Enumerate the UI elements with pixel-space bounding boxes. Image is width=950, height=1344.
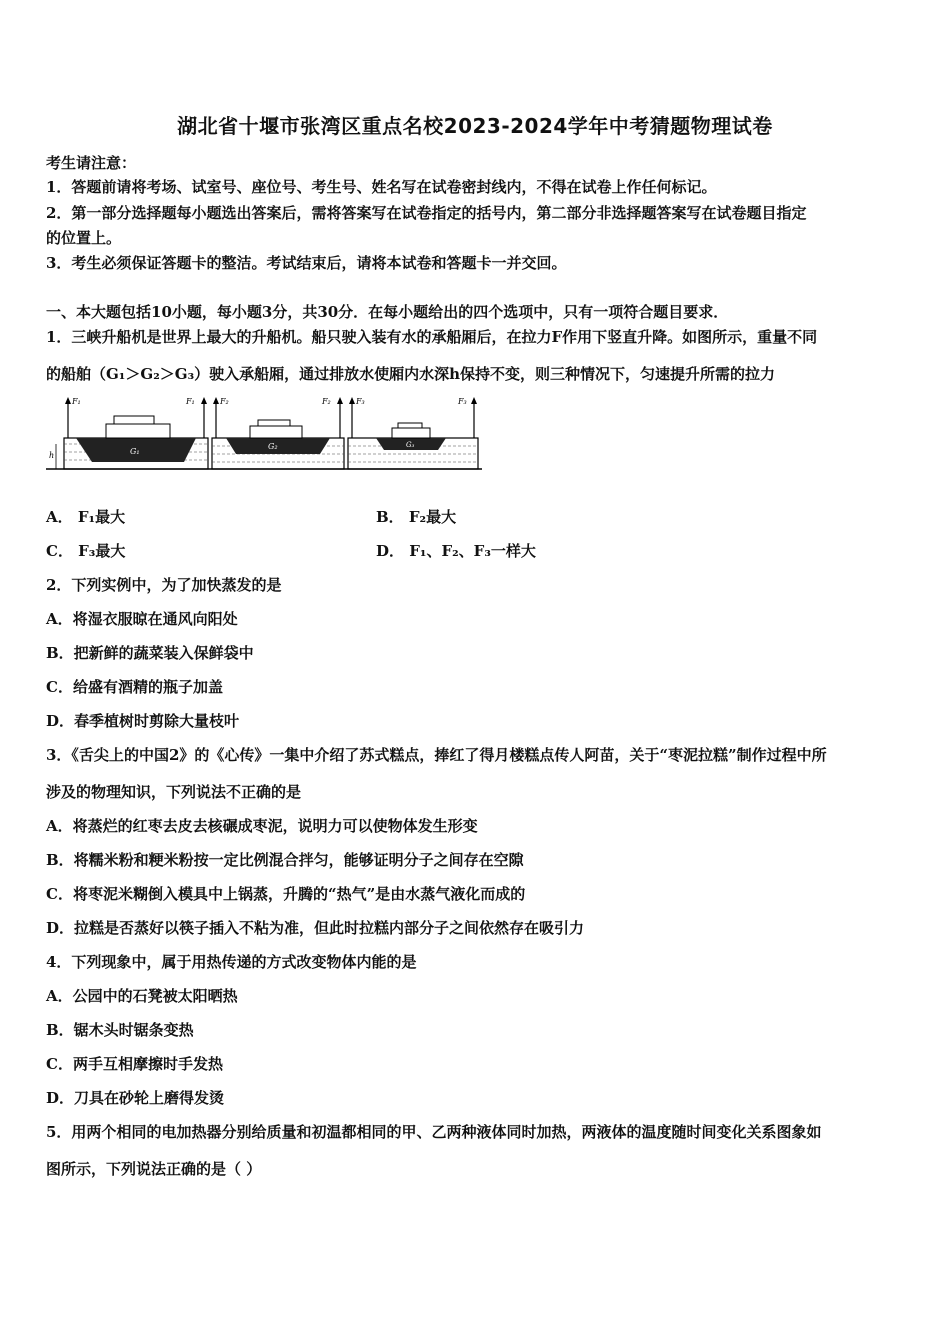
q3-option-a: A．将蒸烂的红枣去皮去核碾成枣泥，说明力可以使物体发生形变 bbox=[46, 817, 478, 835]
notice-item-2: 2．第一部分选择题每小题选出答案后，需将答案写在试卷指定的括号内，第二部分非选择题答案写在试卷题目指定 bbox=[46, 204, 807, 222]
force-label-1a: F₁ bbox=[72, 397, 81, 406]
force-label-2b: F₂ bbox=[322, 397, 331, 406]
notice-heading: 考生请注意： bbox=[46, 154, 137, 172]
q2-option-b: B．把新鲜的蔬菜装入保鲜袋中 bbox=[46, 644, 254, 662]
force-label-2a: F₂ bbox=[220, 397, 229, 406]
force-label-1b: F₁ bbox=[186, 397, 195, 406]
chamber-3 bbox=[348, 397, 478, 469]
page-title: 湖北省十堰市张湾区重点名校2023-2024学年中考猜题物理试卷 bbox=[177, 114, 773, 138]
ship-label-3: G₃ bbox=[406, 441, 415, 449]
q2-option-c: C．给盛有酒精的瓶子加盖 bbox=[46, 678, 223, 696]
force-label-3a: F₃ bbox=[356, 397, 365, 406]
notice-item-3: 3．考生必须保证答题卡的整洁。考试结束后，请将本试卷和答题卡一并交回。 bbox=[46, 254, 567, 272]
q4-option-c: C．两手互相摩擦时手发热 bbox=[46, 1055, 223, 1073]
notice-item-1: 1．答题前请将考场、试室号、座位号、考生号、姓名写在试卷密封线内，不得在试卷上作任何标记。 bbox=[46, 178, 717, 196]
q3-option-c: C．将枣泥米糊倒入模具中上锅蒸，升腾的“热气”是由水蒸气液化而成的 bbox=[46, 885, 526, 903]
ship-lift-figure bbox=[46, 394, 482, 474]
chamber-2 bbox=[212, 397, 344, 469]
section-heading: 一、本大题包括10小题，每小题3分，共30分．在每小题给出的四个选项中，只有一项符合题目要求． bbox=[46, 303, 729, 321]
q2-option-a: A．将湿衣服晾在通风向阳处 bbox=[46, 610, 238, 628]
q3-option-b: B．将糯米粉和粳米粉按一定比例混合拌匀，能够证明分子之间存在空隙 bbox=[46, 851, 524, 869]
force-label-3b: F₃ bbox=[458, 397, 467, 406]
chamber-1 bbox=[49, 397, 208, 469]
q4-option-d: D．刀具在砂轮上磨得发烫 bbox=[46, 1089, 225, 1107]
q1-stem-line2: 的船舶（G₁＞G₂＞G₃）驶入承船厢，通过排放水使厢内水深h保持不变，则三种情况下，匀速提升所需的拉力 bbox=[46, 365, 776, 383]
q4-option-a: A．公园中的石凳被太阳晒热 bbox=[46, 987, 238, 1005]
ship-label-2: G₂ bbox=[268, 442, 278, 451]
q3-stem-line2: 涉及的物理知识，下列说法不正确的是 bbox=[46, 783, 302, 801]
q1-option-a: A． F₁最大 bbox=[46, 508, 126, 526]
q3-option-d: D．拉糕是否蒸好以筷子插入不粘为准，但此时拉糕内部分子之间依然存在吸引力 bbox=[46, 919, 585, 937]
depth-label: h bbox=[49, 451, 55, 460]
q4-option-b: B．锯木头时锯条变热 bbox=[46, 1021, 194, 1039]
q3-stem-line1: 3．《舌尖上的中国2》的《心传》一集中介绍了苏式糕点，捧红了得月楼糕点传人阿苗，关于“枣泥拉糕”制作过程中所 bbox=[46, 746, 827, 764]
q1-option-d: D． F₁、F₂、F₃一样大 bbox=[376, 542, 536, 560]
q2-option-d: D．春季植树时剪除大量枝叶 bbox=[46, 712, 240, 730]
q1-stem-line1: 1．三峡升船机是世界上最大的升船机。船只驶入装有水的承船厢后，在拉力F作用下竖直升降。如图所示，重量不同 bbox=[46, 328, 818, 346]
q1-option-c: C． F₃最大 bbox=[46, 542, 126, 560]
q4-stem: 4．下列现象中，属于用热传递的方式改变物体内能的是 bbox=[46, 953, 417, 971]
q2-stem: 2．下列实例中，为了加快蒸发的是 bbox=[46, 576, 282, 594]
q5-stem-line1: 5．用两个相同的电加热器分别给质量和初温都相同的甲、乙两种液体同时加热，两液体的温度随时间变化关系图象如 bbox=[46, 1123, 822, 1141]
notice-item-2-cont: 的位置上。 bbox=[46, 229, 122, 247]
ship-label-1: G₁ bbox=[130, 447, 140, 456]
q5-stem-line2: 图所示，下列说法正确的是（ ） bbox=[46, 1160, 262, 1178]
q1-option-b: B． F₂最大 bbox=[376, 508, 457, 526]
